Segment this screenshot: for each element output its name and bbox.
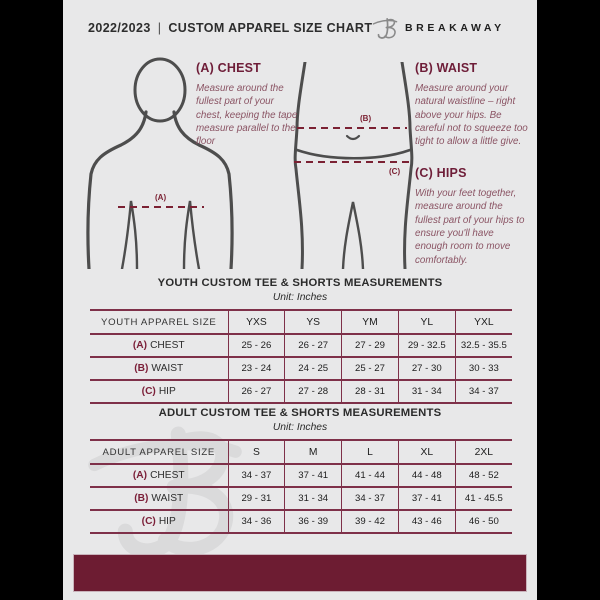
size-column-header: YS xyxy=(285,310,342,334)
adult-chest-row xyxy=(90,464,512,487)
row-label-cell xyxy=(90,334,228,357)
size-value-cell: 25 - 27 xyxy=(342,357,399,380)
size-value-cell: 31 - 34 xyxy=(398,380,455,403)
breakaway-b-logo-icon xyxy=(372,15,398,40)
size-value-cell: 23 - 24 xyxy=(228,357,285,380)
size-value-cell: 44 - 48 xyxy=(398,464,455,487)
size-value-cell: 43 - 46 xyxy=(398,510,455,533)
size-column-header: L xyxy=(342,440,399,464)
adult-size-header: ADULT APPAREL SIZE xyxy=(90,440,228,464)
size-value-cell: 25 - 26 xyxy=(228,334,285,357)
size-value-cell: 37 - 41 xyxy=(285,464,342,487)
size-value-cell: 24 - 25 xyxy=(285,357,342,380)
adult-hip-row xyxy=(90,510,512,533)
size-value-cell: 34 - 37 xyxy=(228,464,285,487)
hips-line-label: (C) xyxy=(389,167,401,176)
adult-waist-row xyxy=(90,487,512,510)
youth-waist-row xyxy=(90,357,512,380)
youth-size-header: YOUTH APPAREL SIZE xyxy=(90,310,228,334)
row-label-prefix: (B) xyxy=(134,363,149,374)
youth-chest-row xyxy=(90,334,512,357)
title-text: CUSTOM APPAREL SIZE CHART xyxy=(168,21,373,35)
row-label-cell xyxy=(90,510,228,533)
size-value-cell: 41 - 45.5 xyxy=(455,487,512,510)
brand-name: BREAKAWAY xyxy=(405,21,505,34)
size-value-cell: 34 - 37 xyxy=(342,487,399,510)
waist-guide-heading: (B) WAIST xyxy=(415,61,478,75)
size-value-cell: 34 - 36 xyxy=(228,510,285,533)
size-column-header: YXS xyxy=(228,310,285,334)
footer-accent-bar xyxy=(73,554,527,592)
youth-hip-row xyxy=(90,380,512,403)
size-value-cell: 48 - 52 xyxy=(455,464,512,487)
hips-guide-heading: (C) HIPS xyxy=(415,166,467,180)
row-label-text: WAIST xyxy=(151,363,184,374)
brand-lockup xyxy=(372,15,505,40)
row-label-prefix: (C) xyxy=(141,386,156,397)
size-value-cell: 31 - 34 xyxy=(285,487,342,510)
row-label-cell xyxy=(90,357,228,380)
size-value-cell: 46 - 50 xyxy=(455,510,512,533)
page-title xyxy=(88,21,372,35)
size-value-cell: 27 - 30 xyxy=(398,357,455,380)
row-label-cell xyxy=(90,487,228,510)
hips-guide xyxy=(415,166,529,267)
chest-line-label: (A) xyxy=(155,193,167,202)
row-label-text: WAIST xyxy=(151,493,184,504)
waist-guide-text: Measure around your natural waistline – right above your hips. Be careful not to squeeze too tight to allow a little give. xyxy=(415,83,528,148)
adult-section-title: ADULT CUSTOM TEE & SHORTS MEASUREMENTS xyxy=(158,407,442,419)
hips-guide-text: With your feet together, measure around the fullest part of your hips to ensure you'll have enough room to move comfortably. xyxy=(415,188,525,266)
size-value-cell: 29 - 32.5 xyxy=(398,334,455,357)
chest-measure-line xyxy=(118,206,204,208)
size-value-cell: 27 - 29 xyxy=(342,334,399,357)
youth-section-title: YOUTH CUSTOM TEE & SHORTS MEASUREMENTS xyxy=(157,277,443,289)
row-label-prefix: (C) xyxy=(141,516,156,527)
chest-guide-text: Measure around the fullest part of your chest, keeping the tape measure parallel to the floor xyxy=(196,83,298,148)
adult-size-table xyxy=(90,439,512,534)
size-value-cell: 39 - 42 xyxy=(342,510,399,533)
row-label-prefix: (A) xyxy=(132,470,148,481)
row-label-prefix: (B) xyxy=(134,493,149,504)
size-column-header: YL xyxy=(398,310,455,334)
size-value-cell: 30 - 33 xyxy=(455,357,512,380)
adult-table-header-row xyxy=(90,440,512,464)
size-column-header: 2XL xyxy=(455,440,512,464)
row-label-prefix: (A) xyxy=(132,340,148,351)
size-column-header: XL xyxy=(398,440,455,464)
row-label-text: CHEST xyxy=(150,340,185,351)
size-value-cell: 36 - 39 xyxy=(285,510,342,533)
size-value-cell: 32.5 - 35.5 xyxy=(455,334,512,357)
youth-unit-label: Unit: Inches xyxy=(272,292,328,303)
row-label-text: CHEST xyxy=(150,470,185,481)
chest-guide-heading: (A) CHEST xyxy=(196,61,261,75)
size-value-cell: 26 - 27 xyxy=(228,380,285,403)
youth-table-header-row xyxy=(90,310,512,334)
row-label-text: HIP xyxy=(158,516,176,527)
chest-guide xyxy=(196,61,300,149)
size-value-cell: 26 - 27 xyxy=(285,334,342,357)
size-chart-page xyxy=(63,0,537,600)
size-value-cell: 28 - 31 xyxy=(342,380,399,403)
size-column-header: YM xyxy=(342,310,399,334)
row-label-cell xyxy=(90,380,228,403)
waist-guide xyxy=(415,61,529,149)
size-value-cell: 34 - 37 xyxy=(455,380,512,403)
row-label-text: HIP xyxy=(158,386,176,397)
row-label-cell xyxy=(90,464,228,487)
size-value-cell: 29 - 31 xyxy=(228,487,285,510)
size-column-header: S xyxy=(228,440,285,464)
size-value-cell: 27 - 28 xyxy=(285,380,342,403)
waist-measure-line xyxy=(297,127,407,129)
size-column-header: YXL xyxy=(455,310,512,334)
youth-size-table xyxy=(90,309,512,404)
size-column-header: M xyxy=(285,440,342,464)
waist-line-label: (B) xyxy=(360,114,372,123)
hips-measure-line xyxy=(294,161,410,163)
lower-body-figure xyxy=(291,62,416,269)
size-value-cell: 41 - 44 xyxy=(342,464,399,487)
size-value-cell: 37 - 41 xyxy=(398,487,455,510)
title-divider: | xyxy=(157,21,162,35)
year-range: 2022/2023 xyxy=(88,21,151,35)
adult-unit-label: Unit: Inches xyxy=(272,422,328,433)
